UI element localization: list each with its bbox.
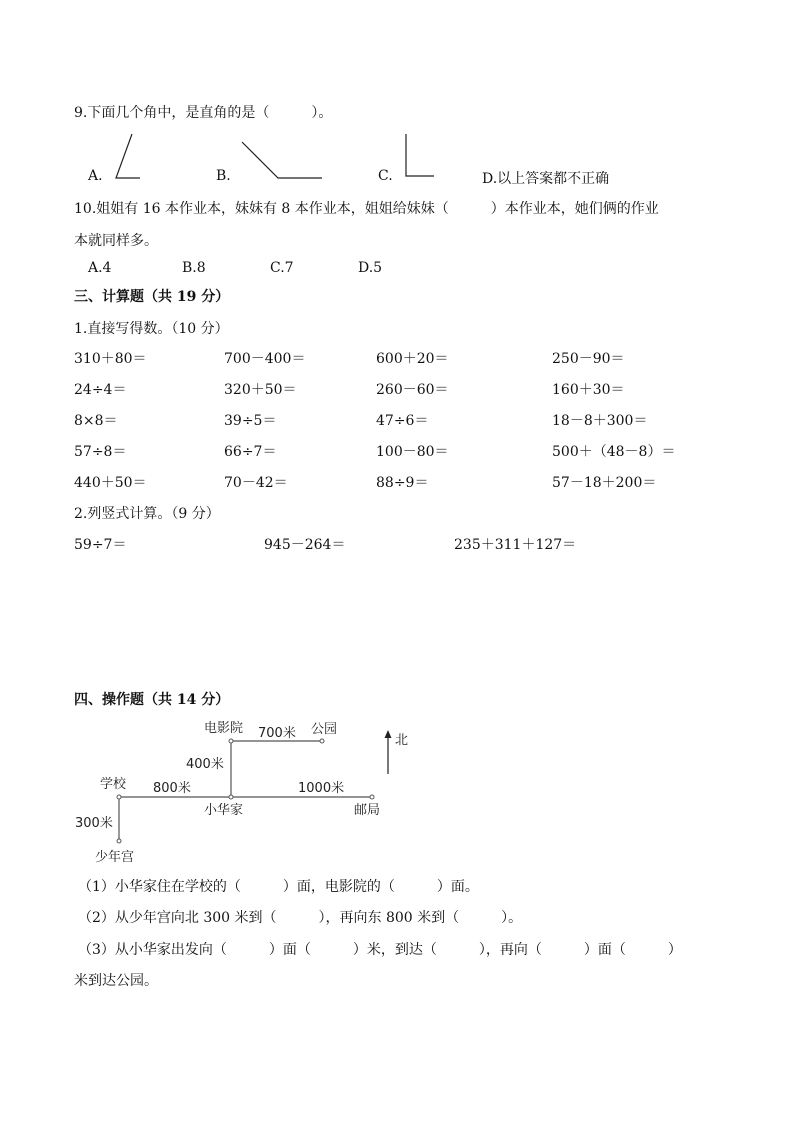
calc-item: 500＋（48－8）＝ xyxy=(552,444,676,460)
label-home: 小华家 xyxy=(204,803,244,818)
calc-item: 260－60＝ xyxy=(376,382,449,398)
calc-item: 66÷7＝ xyxy=(224,444,277,460)
youth-node xyxy=(117,839,121,843)
calc-item: 70－42＝ xyxy=(224,475,288,491)
calc-item: 57÷8＝ xyxy=(74,444,127,460)
label-cinema: 电影院 xyxy=(204,721,244,736)
calc-item: 57－18＋200＝ xyxy=(552,475,657,491)
calc-item: 600＋20＝ xyxy=(376,351,449,367)
q10-option-b: B.8 xyxy=(182,260,206,276)
label-school: 学校 xyxy=(100,777,127,792)
route-map xyxy=(60,712,420,870)
calc-row xyxy=(74,472,734,492)
vertical-calc-item: 235＋311＋127＝ xyxy=(454,537,577,553)
calc-item: 160＋30＝ xyxy=(552,382,625,398)
north-arrowhead-icon xyxy=(385,730,392,738)
calc-item: 100－80＝ xyxy=(376,444,449,460)
calc-item: 39÷5＝ xyxy=(224,413,277,429)
section4-title: 四、操作题（共 14 分） xyxy=(74,692,230,708)
section4-q3-line2: 米到达公园。 xyxy=(74,973,158,989)
calc-item: 88÷9＝ xyxy=(376,475,429,491)
q10-line1: 10.姐姐有 16 本作业本，妹妹有 8 本作业本，姐姐给妹妹（ ）本作业本，她们俩的作业 xyxy=(74,201,659,217)
q9-option-d: D.以上答案都不正确 xyxy=(482,171,610,187)
calc-item: 24÷4＝ xyxy=(74,382,127,398)
calc-item: 700－400＝ xyxy=(224,351,306,367)
calc-item: 8×8＝ xyxy=(74,413,118,429)
park-node xyxy=(320,739,324,743)
angle-c-icon xyxy=(400,132,440,182)
label-youth-palace: 少年宫 xyxy=(95,850,135,865)
label-post-office: 邮局 xyxy=(354,803,381,818)
section4-q2: （2）从少年宫向北 300 米到（ ），再向东 800 米到（ ）。 xyxy=(78,910,523,926)
school-node xyxy=(117,795,121,799)
q9-question: 9.下面几个角中，是直角的是（ ）。 xyxy=(74,105,333,121)
label-dist-school-home: 800米 xyxy=(153,781,191,796)
calc-row xyxy=(74,348,734,368)
vertical-calc-item: 59÷7＝ xyxy=(74,537,127,553)
calc-item: 310＋80＝ xyxy=(74,351,147,367)
calc-row xyxy=(74,410,734,430)
section3-title: 三、计算题（共 19 分） xyxy=(74,289,230,305)
home-node xyxy=(229,795,233,799)
q9-option-b: B. xyxy=(216,168,231,184)
label-dist-youth-school: 300米 xyxy=(75,816,113,831)
section4-q1: （1）小华家住在学校的（ ）面，电影院的（ ）面。 xyxy=(78,879,479,895)
q10-option-a: A.4 xyxy=(88,260,112,276)
post-node xyxy=(370,795,374,799)
label-dist-cinema-park: 700米 xyxy=(258,726,296,741)
calc-item: 18－8＋300＝ xyxy=(552,413,648,429)
angle-b-icon xyxy=(240,140,326,184)
q10-option-c: C.7 xyxy=(270,260,294,276)
q9-option-c: C. xyxy=(378,168,393,184)
calc-row xyxy=(74,441,734,461)
calc-item: 250－90＝ xyxy=(552,351,625,367)
calc-item: 320＋50＝ xyxy=(224,382,297,398)
calc-row xyxy=(74,379,734,399)
label-dist-home-post: 1000米 xyxy=(298,781,345,796)
q10-option-d: D.5 xyxy=(358,260,383,276)
section3-part2-title: 2.列竖式计算。（9 分） xyxy=(74,506,220,522)
calc-item: 47÷6＝ xyxy=(376,413,429,429)
label-dist-home-cinema: 400米 xyxy=(186,757,224,772)
calc-item: 440＋50＝ xyxy=(74,475,147,491)
q10-line2: 本就同样多。 xyxy=(74,233,158,249)
section4-q3-line1: （3）从小华家出发向（ ）面（ ）米，到达（ ），再向（ ）面（ ） xyxy=(78,942,682,958)
section3-part1-title: 1.直接写得数。（10 分） xyxy=(74,321,229,337)
label-north: 北 xyxy=(395,733,409,748)
vertical-calc-row xyxy=(74,534,734,554)
vertical-calc-item: 945－264＝ xyxy=(264,537,346,553)
label-park: 公园 xyxy=(311,722,338,737)
q9-option-a: A. xyxy=(88,168,103,184)
cinema-node xyxy=(229,739,233,743)
angle-a-icon xyxy=(112,132,142,182)
